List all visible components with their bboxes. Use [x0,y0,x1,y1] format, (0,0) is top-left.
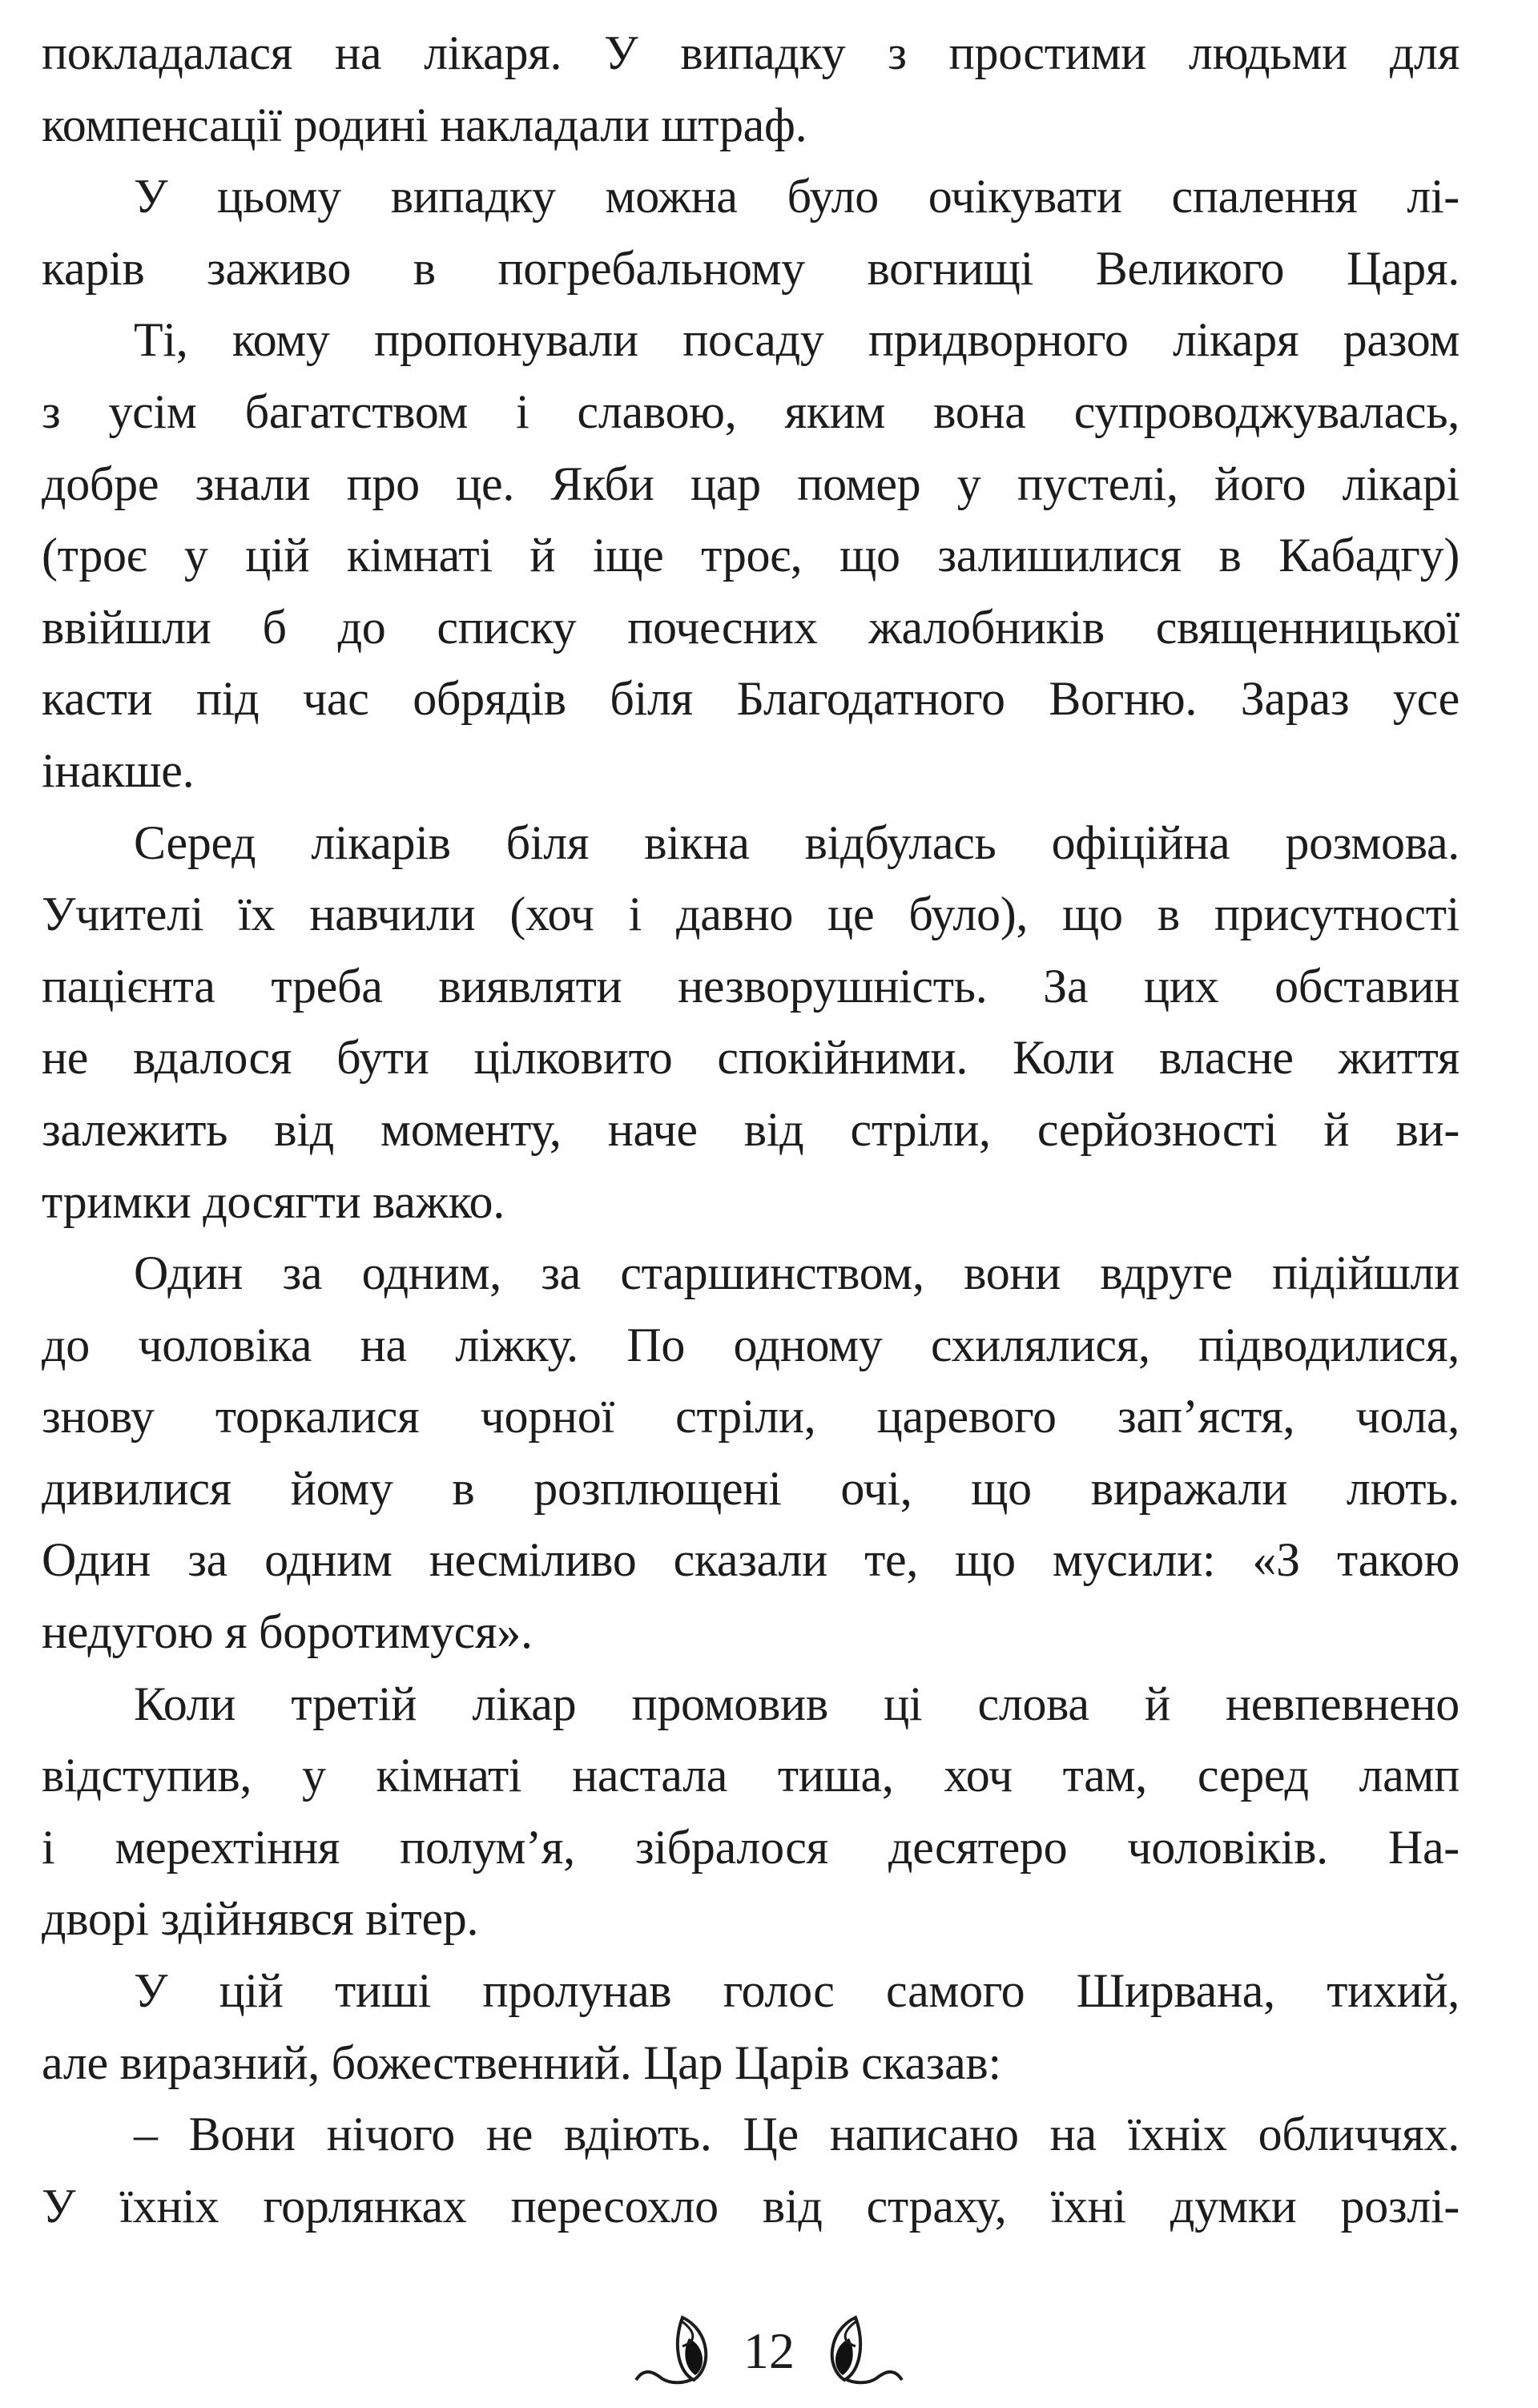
text-line: компенсації родині накладали штраф. [42,98,807,151]
right-ornament-icon [817,2311,905,2391]
text-line: Один за одним, за старшинством, вони вдруге підійшли [134,1246,1459,1300]
text-line: дворі здійнявся вітер. [42,1892,479,1946]
text-line: ввійшли б до списку почесних жалобників священницької [42,600,1459,654]
text-line: – Вони нічого не вдіють. Це написано на їхніх обличчях. [134,2108,1459,2161]
text-line: до чоловіка на ліжку. По одному схилялися, підводилися, [42,1318,1459,1371]
text-line: дивилися йому в розплющені очі, що виражали лють. [42,1461,1459,1515]
text-line: залежить від моменту, наче від стріли, серйозності й ви- [42,1102,1459,1156]
page-number: 12 [743,2322,795,2379]
text-line: і мерехтіння полум’я, зібралося десятеро чоловіків. На- [42,1820,1459,1874]
text-line: але виразний, божественний. Цар Царів сказав: [42,2036,1001,2089]
text-line: відступив, у кімнаті настала тиша, хоч там, серед ламп [42,1749,1459,1802]
text-line: добре знали про це. Якби цар помер у пустелі, його лікарі [42,457,1459,510]
text-line: Ті, кому пропонували посаду придворного лікаря разом [134,313,1459,367]
text-line: У їхніх горлянках пересохло від страху, їхні думки розлі- [42,2179,1459,2233]
text-line: недугою я боротимуся». [42,1605,533,1659]
text-line: покладалася на лікаря. У випадку з простими людьми для [42,26,1459,79]
text-line: Учителі їх навчили (хоч і давно це було), що в присутності [42,888,1459,941]
text-line: інакше. [42,743,195,797]
text-line: касти під час обрядів біля Благодатного Вогню. Зараз усе [42,672,1459,726]
text-line: знову торкалися чорної стріли, царевого зап’ястя, чола, [42,1390,1459,1444]
text-line: карів заживо в погребальному вогнищі Великого Царя. [42,241,1459,295]
text-line: У цьому випадку можна було очікувати спалення лі- [134,170,1459,223]
text-line: Коли третій лікар промовив ці слова й невпевнено [134,1677,1459,1730]
text-line: пацієнта треба виявляти незворушність. За цих обставин [42,959,1459,1013]
page-footer [0,2307,1538,2395]
text-line: з усім багатством і славою, яким вона супроводжувалась, [42,385,1459,438]
text-line: не вдалося бути цілковито спокійними. Коли власне життя [42,1031,1459,1085]
text-line: (троє у цій кімнаті й іще троє, що залишилися в Кабадгу) [42,529,1459,582]
text-line: У цій тиші пролунав голос самого Ширвана, тихий, [134,1964,1459,2018]
text-line: тримки досягти важко. [42,1174,505,1228]
text-line: Серед лікарів біля вікна відбулась офіційна розмова. [134,815,1459,869]
text-line: Один за одним несміливо сказали те, що мусили: «З такою [42,1533,1459,1587]
body-text [42,18,1459,2242]
left-ornament-icon [633,2311,721,2391]
